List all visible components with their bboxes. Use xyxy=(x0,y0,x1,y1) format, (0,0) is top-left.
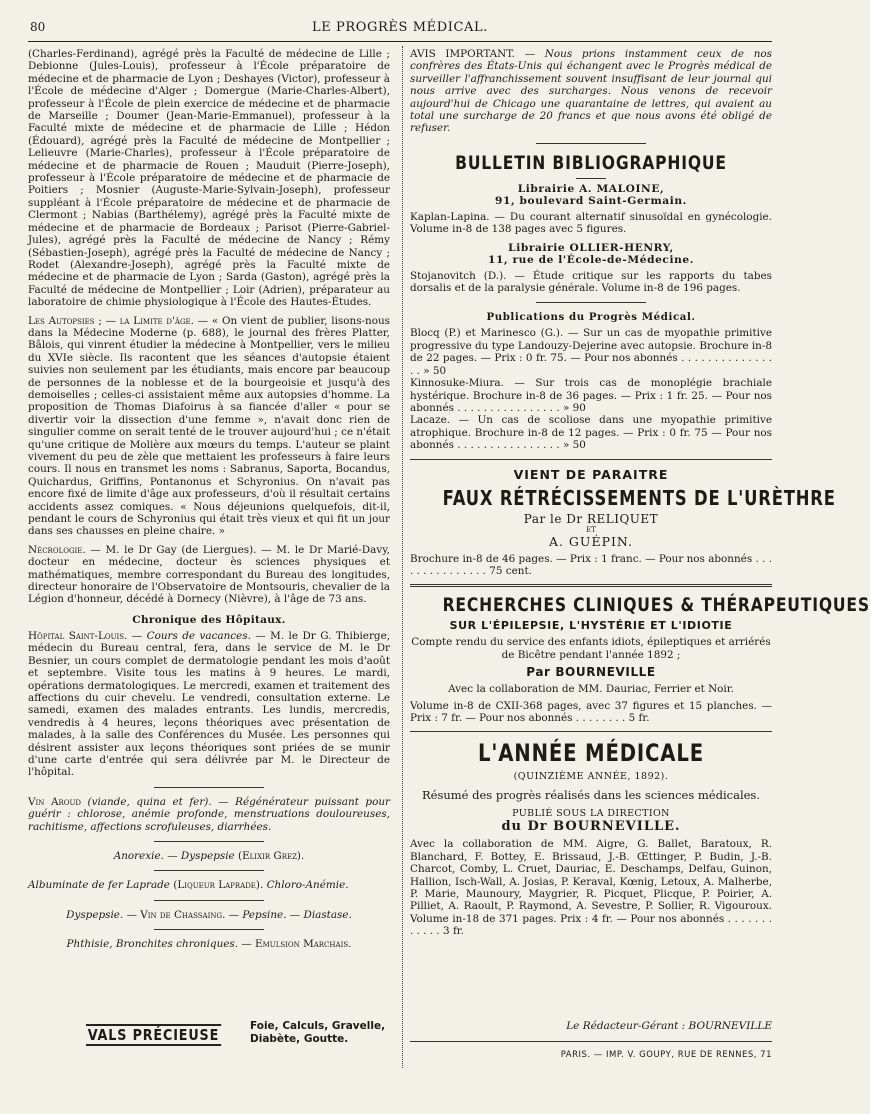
entry-brochure-price: 75 cent. xyxy=(489,564,532,577)
divider xyxy=(154,870,264,871)
resume-line: Résumé des progrès réalisés dans les sciences médicales. xyxy=(422,788,760,803)
divider xyxy=(154,787,264,788)
entry-blocq-text: Blocq (P.) et Marinesco (G.). — Sur un cas de myopathie primitive progressive du type Landouzy-Dejerine avec autopsie. Brochure in-8 de 22 pages. — Prix : 0 fr. 75. — Pour nos abonnés xyxy=(410,327,772,365)
entry-kinnosuke: Kinnosuke-Miura. — Sur trois cas de monoplégie brachiale hystérique. Brochure in-8 de 36 pages. — Prix : 1 fr. 25. — Pour nos abonnés . . . . . . . . . . . . . . . . » 90 xyxy=(410,377,772,414)
librairie-ollier-henry-address: 11, rue de l'École-de-Médecine. xyxy=(487,253,695,266)
ad-chassaing-name: — Vin de Chassaing. — xyxy=(123,908,243,921)
recherches-title: RECHERCHES CLINIQUES & THÉRAPEUTIQUES xyxy=(442,594,870,617)
entry-blocq-price: » 50 xyxy=(423,364,447,377)
left-column xyxy=(28,48,390,951)
signature-line xyxy=(410,1020,772,1032)
column-divider xyxy=(402,46,403,1068)
ad-marchais-text: Phthisie, Bronchites chroniques. xyxy=(66,938,239,951)
avis-heading: AVIS IMPORTANT. xyxy=(410,48,515,60)
divider xyxy=(536,143,646,144)
vals-precieuse-indications xyxy=(250,1020,385,1046)
necrologie-body: — M. le Dr Gay (de Liergues). — M. le Dr Marié-Davy, docteur en médecine, docteur ès sciences physiques et mathématiques, membre correspondant du Bureau des longitudes, directeur honoraire de l'Observatoire de Montsouris, chevalier de la Légion d'honneur, décédé à Dornecy (Nièvre), à l'âge de 73 ans. xyxy=(28,543,390,606)
nominations-paragraph: (Charles-Ferdinand), agrégé près la Faculté de médecine de Lille ; Debionne (Jules-Louis), professeur à l'École préparatoire de médecine et de pharmacie de Lyon ; Deshayes (Victor), professeur à l'École de médecine d'Alger ; Domergue (Marie-Charles-Albert), professeur à l'École de plein exercice de médecine et de pharmacie de Marseille ; Doumer (Jean-Marie-Emmanuel), professeur à la Faculté mixte de médecine et de pharmacie de Lille ; Hédon (Édouard), agrégé près la Faculté de médecine de Montpellier ; Lelieuvre (Marie-Charles), professeur à l'École préparatoire de médecine et de pharmacie de Rouen ; Mauduit (Pierre-Joseph), professeur à l'École préparatoire de médecine et de pharmacie de Poitiers ; Mosnier (Auguste-Marie-Sylvain-Joseph), professeur suppléant à l'École préparatoire de médecine et de pharmacie de Clermont ; Nabias (Barthélemy), agrégé près la Faculté mixte de médecine et de pharmacie de Bordeaux ; Parisot (Pierre-Gabriel-Jules), agrégé près la Faculté de médecine de Nancy ; Rémy (Sébastien-Joseph), agrégé près la Faculté de médecine de Nancy ; Rodet (Alexandre-Joseph), agrégé près la Faculté mixte de médecine et de pharmacie de Lyon ; Sarda (Gaston), agrégé près la Faculté de médecine de Montpellier ; Loir (Adrien), préparateur au laboratoire de chimie physiologique à l'École des Hautes-Études. xyxy=(28,48,390,309)
entry-volume-1: Volume in-8 de CXII-368 pages, avec 37 figures et 15 planches. — Prix : 7 fr. — Pour nos abonnés . . . . . . . . 5 fr. xyxy=(410,699,772,724)
faux-retrecissements-title: FAUX RÉTRÉCISSEMENTS DE L'URÈTHRE xyxy=(442,485,836,510)
ad-elixir-grez xyxy=(28,850,390,862)
entry-kinnosuke-price: » 90 xyxy=(562,401,586,414)
divider xyxy=(154,929,264,930)
divider xyxy=(410,731,772,732)
ad-laprade-rest: Chloro-Anémie. xyxy=(266,879,349,892)
necrologie-heading: Nécrologie. xyxy=(28,543,86,556)
annee-medicale-title: L'ANNÉE MÉDICALE xyxy=(478,739,704,768)
entry-kinnosuke-text: Kinnosuke-Miura. — Sur trois cas de monoplégie brachiale hystérique. Brochure in-8 de 36 pages. — Prix : 1 fr. 25. — Pour nos abonnés xyxy=(410,377,772,414)
avis-body: — Nous prions instamment ceux de nos confrères des États-Unis qui échangent avec le Progrès médical de surveiller l'affranchissement souvent insuffisant de leur journal qui nous arrive avec des surcharges. Nous venons de recevoir aujourd'hui de Chicago une quarantaine de lettres, qui avaient au total une surcharge de 20 francs et que nous avons été obligé de refuser. xyxy=(410,48,772,135)
ad-marchais-name: — Emulsion Marchais. xyxy=(238,938,352,951)
entry-lacaze-text: Lacaze. — Un cas de scoliose dans une myopathie primitive atrophique. Brochure in-8 de 12 pages. — Prix : 0 fr. 75 — Pour nos abonnés xyxy=(410,414,772,452)
divider xyxy=(154,841,264,842)
right-column xyxy=(410,48,870,938)
ad-vin-aroud-name: Vin Aroud xyxy=(28,795,81,808)
ad-vin-aroud-paren: (viande, quina et fer). xyxy=(87,795,212,808)
direction-bourneville: du Dr BOURNEVILLE. xyxy=(501,819,681,835)
ad-laprade-text: Albuminate de fer Laprade xyxy=(28,879,170,892)
compte-rendu: Compte rendu du service des enfants idiots, épileptiques et arriérés de Bicêtre pendant l'année 1892 ; xyxy=(411,636,771,661)
signature-text: Le Rédacteur-Gérant : BOURNEVILLE xyxy=(566,1020,772,1032)
conjunction-et: ET xyxy=(586,525,596,534)
necrologie-article xyxy=(28,544,390,606)
ad-chassaing-text: Dyspepsie. xyxy=(66,908,124,921)
ad-vals-precieuse xyxy=(28,1018,390,1048)
recherches-subtitle: SUR L'ÉPILEPSIE, L'HYSTÉRIE ET L'IDIOTIE xyxy=(449,619,733,633)
collaboration-1: Avec la collaboration de MM. Dauriac, Ferrier et Noir. xyxy=(448,683,734,696)
ad-chassaing-rest: Pepsine. — Diastase. xyxy=(242,908,352,921)
entry-kaplan: Kaplan-Lapina. — Du courant alternatif sinusoïdal en gynécologie. Volume in-8 de 138 pages avec 5 figures. xyxy=(410,210,772,236)
divider xyxy=(154,900,264,901)
librairie-ollier-henry: Librairie OLLIER-HENRY, xyxy=(508,241,674,254)
publications-title: Publications du Progrès Médical. xyxy=(486,311,696,324)
author-bourneville: Par BOURNEVILLE xyxy=(526,665,656,680)
entry-brochure-text: Brochure in-8 de 46 pages. — Prix : 1 franc. — Pour nos abonnés xyxy=(410,552,753,565)
entry-blocq: Blocq (P.) et Marinesco (G.). — Sur un cas de myopathie primitive progressive du type Landouzy-Dejerine avec autopsie. Brochure in-8 de 22 pages. — Prix : 0 fr. 75. — Pour nos abonnés . . . . . . . . . . . . . . . . » 50 xyxy=(410,327,772,377)
annee-medicale-subtitle: (QUINZIÈME ANNÉE, 1892). xyxy=(513,771,669,783)
entry-brochure: Brochure in-8 de 46 pages. — Prix : 1 franc. — Pour nos abonnés . . . . . . . . . . . . . . . 75 cent. xyxy=(410,552,772,577)
vals-indication-line: Diabète, Goutte. xyxy=(250,1033,349,1045)
librairie-maloine-address: 91, boulevard Saint-Germain. xyxy=(495,194,687,207)
author-guepin: A. GUÉPIN. xyxy=(548,533,634,549)
entry-lacaze: Lacaze. — Un cas de scoliose dans une myopathie primitive atrophique. Brochure in-8 de 12 pages. — Prix : 0 fr. 75 — Pour nos abonnés . . . . . . . . . . . . . . . . » 50 xyxy=(410,414,772,452)
vals-indication-line: Foie, Calculs, Gravelle, xyxy=(250,1020,386,1032)
entry-stojanovitch: Stojanovitch (D.). — Étude critique sur les rapports du tabes dorsalis et de la paralysie générale. Volume in-8 de 196 pages. xyxy=(410,269,772,295)
bulletin-title: BULLETIN BIBLIOGRAPHIQUE xyxy=(455,151,727,174)
printer-imprint: PARIS. — IMP. V. GOUPY, RUE DE RENNES, 71 xyxy=(560,1050,772,1060)
ad-marchais xyxy=(28,938,390,950)
ad-laprade xyxy=(28,879,390,891)
hopital-body: — M. le Dr G. Thibierge, médecin du Bureau central, fera, dans le service de M. le Dr Besnier, un cours complet de dermatologie pendant les mois d'août et septembre. Visite tous les matins à 9 heures. Le mardi, opérations dermatologiques. Le mercredi, examen et traitement des affections du cuir chevelu. Le vendredi, consultation externe. Le samedi, examen des malades entrants. Les lundis, mercredis, vendredis à 4 heures, leçons théoriques avec présentation de malades, à la salle des Conférences du Musée. Les personnes qui désirent assister aux leçons théoriques sont priées de se munir d'une carte d'entrée qui sera délivrée par M. le Directeur de l'hôpital. xyxy=(28,629,391,779)
librairie-maloine: Librairie A. MALOINE, xyxy=(517,182,665,195)
entry-volume-1-price: 5 fr. xyxy=(628,711,650,724)
autopsies-article xyxy=(28,315,390,538)
author-reliquet: Par le Dr RELIQUET xyxy=(523,511,659,526)
autopsies-heading: Les Autopsies ; — la Limite d'âge. xyxy=(28,314,194,327)
collaboration-2-price: 3 fr. xyxy=(443,925,464,938)
divider xyxy=(410,459,772,460)
page-header xyxy=(28,20,772,42)
vient-de-paraitre: VIENT DE PARAITRE xyxy=(513,466,669,482)
collaboration-2-text: Avec la collaboration de MM. Aigre, G. Ballet, Baratoux, R. Blanchard, F. Bottey, E. Brissaud, J.-B. Œttinger, P. Budin, J.-B. Charcot, Comby, L. Cruet, Dauriac, E. Deschamps, Delfau, Guinon, Hallion, Isch-Wall, A. Josias, P. Keraval, Kœnig, Letoux, A. Malherbe, P. Marie, Maunoury, Maygrier, R. Picquet, Plicque, P. Poirier, A. Pilliet, A. Raoult, P. Raymond, A. Sevestre, P. Sollier, R. Vigouroux. Volume in-18 de 371 pages. Prix : 4 fr. — Pour nos abonnés xyxy=(410,838,772,925)
chronique-title: Chronique des Hôpitaux. xyxy=(132,613,286,626)
ad-vin-aroud xyxy=(28,796,390,833)
divider xyxy=(410,584,772,587)
divider xyxy=(576,178,606,179)
autopsies-body: — « On vient de publier, lisons-nous dans la Médecine Moderne (p. 688), le journal des frères Platter, Bâlois, qui vinrent étudier la médecine à Montpellier, vers le milieu du XVIe siècle. Ils racontent que les séances d'autopsie étaient suivies non seulement par les étudiants, mais encore par beaucoup de personnes de la noblesse et de la bourgeoisie et jusqu'à des demoiselles ; celles-ci assistaient même aux autopsies d'homme. La proposition de Thomas Diafoirus à sa fiancée d'aller « pour se divertir voir la dissection d'une femme », n'avait donc rien de singulier comme on serait tenté de le trouver aujourd'hui ; ce n'était qu'une critique de Molière aux mœurs du temps. L'auteur se plaint vivement du peu de zèle que mettaient les professeurs à faire leurs cours. Il nous en transmet les noms : Sabranus, Saporta, Bocandus, Quichardus, Griffins, Pontanonus et Schyronius. On n'avait pas encore fixé de limite d'âge aux professeurs, d'où il résultait certains accidents assez comiques. « Nous déjeunions quelquefois, dit-il, pendant le cours de Schyronius qui était très vieux et qui fit un jour dans ses chausses en pleine chaire. » xyxy=(28,314,391,538)
vals-precieuse-logo: VALS PRÉCIEUSE xyxy=(87,1026,220,1044)
page-number: 80 xyxy=(30,20,46,34)
ad-elixir-grez-name: (Elixir Grez). xyxy=(238,849,305,862)
ad-elixir-grez-text: Anorexie. — Dyspepsie xyxy=(113,849,235,862)
entry-volume-1-text: Volume in-8 de CXII-368 pages, avec 37 figures et 15 planches. — Prix : 7 fr. — Pour nos abonnés xyxy=(410,699,772,724)
divider xyxy=(536,302,646,303)
divider xyxy=(410,1041,772,1042)
collaboration-2: Avec la collaboration de MM. Aigre, G. Ballet, Baratoux, R. Blanchard, F. Bottey, E. Brissaud, J.-B. Œttinger, P. Budin, J.-B. Charcot, Comby, L. Cruet, Dauriac, E. Deschamps, Delfau, Guinon, Hallion, Isch-Wall, A. Josias, P. Keraval, Kœnig, Letoux, A. Malherbe, P. Marie, Maunoury, Maygrier, R. Picquet, Plicque, P. Poirier, A. Pilliet, A. Raoult, P. Raymond, A. Sevestre, P. Sollier, R. Vigouroux. Volume in-18 de 371 pages. Prix : 4 fr. — Pour nos abonnés . . . . . . . . . . . . 3 fr. xyxy=(410,838,773,938)
hopital-subheading: Cours de vacances. xyxy=(146,629,251,642)
running-title: LE PROGRÈS MÉDICAL. xyxy=(311,20,488,35)
hopital-article: Hôpital Saint-Louis. — Cours de vacances. — M. le Dr G. Thibierge, médecin du Bureau central, fera, dans le service de M. le Dr Besnier, un cours complet de dermatologie pendant les mois d'août et septembre. Visite tous les matins à 9 heures. Le mardi, opérations dermatologiques. Le mercredi, examen et traitement des affections du cuir chevelu. Le vendredi, consultation externe. Le samedi, examen des malades entrants. Les lundis, mercredis, vendredis à 4 heures, leçons théoriques avec présentation de malades, à la salle des Conférences du Musée. Les personnes qui désirent assister aux leçons théoriques sont priées de se munir d'une carte d'entrée qui sera délivrée par M. le Directeur de l'hôpital. xyxy=(28,629,391,779)
ad-laprade-name: (Liqueur Laprade). xyxy=(173,879,264,892)
ad-vin-aroud-text: — Régénérateur puissant pour guérir : chlorose, anémie profonde, menstruations douloureuses, rachitisme, affections scrofuleuses, diarrhées. xyxy=(28,795,390,833)
hopital-heading: Hôpital Saint-Louis. xyxy=(28,629,128,642)
avis-important xyxy=(410,48,772,135)
entry-lacaze-price: » 50 xyxy=(562,439,586,452)
publie-line: PUBLIÉ SOUS LA DIRECTION xyxy=(512,808,670,820)
ad-chassaing xyxy=(28,909,390,921)
